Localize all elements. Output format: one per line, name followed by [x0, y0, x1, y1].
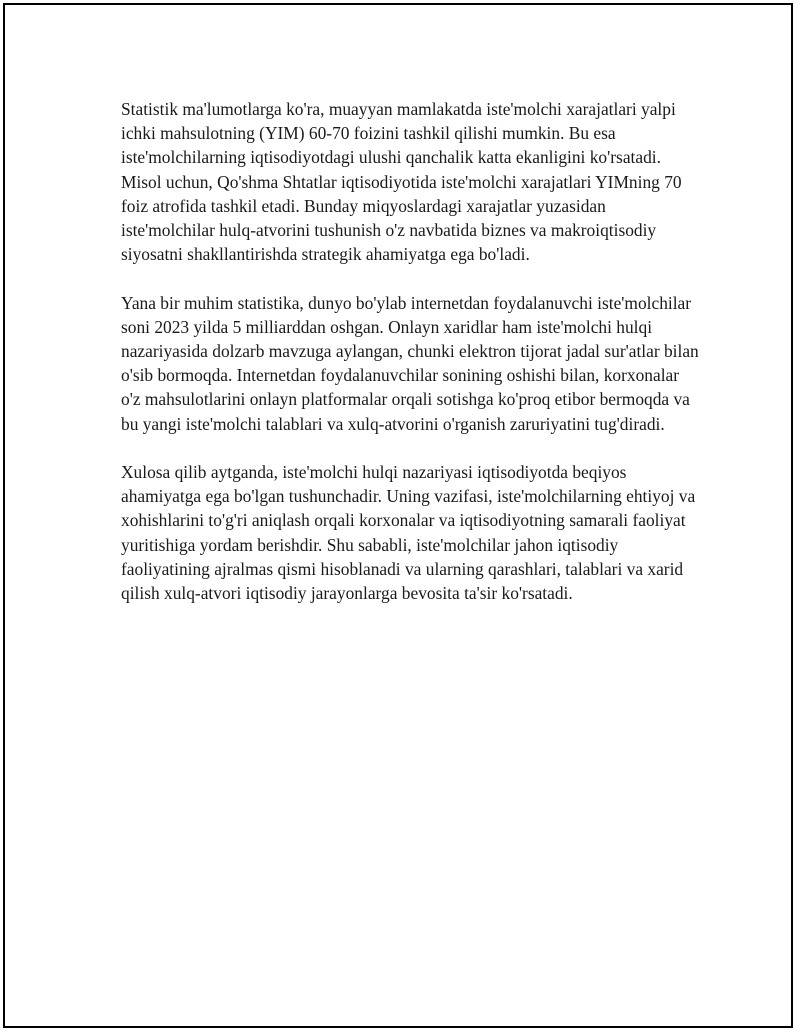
document-page	[3, 3, 793, 1028]
document-body	[121, 97, 701, 605]
paragraph-1: Statistik ma'lumotlarga ko'ra, muayyan mamlakatda iste'molchi xarajatlari yalpi ichki mahsulotning (YIM) 60-70 foizini tashkil qilishi mumkin. Bu esa iste'molchilarning iqtisodiyotdagi ulushi qanchalik katta ekanligini ko'rsatadi. Misol uchun, Qo'shma Shtatlar iqtisodiyotida iste'molchi xarajatlari YIMning 70 foiz atrofida tashkil etadi. Bunday miqyoslardagi xarajatlar yuzasidan iste'molchilar hulq-atvorini tushunish o'z navbatida biznes va makroiqtisodiy siyosatni shakllantirishda strategik ahamiyatga ega bo'ladi.	[121, 99, 682, 265]
paragraph-2: Yana bir muhim statistika, dunyo bo'ylab internetdan foydalanuvchi iste'molchilar soni 2023 yilda 5 milliarddan oshgan. Onlayn xaridlar ham iste'molchi hulqi nazariyasida dolzarb mavzuga aylangan, chunki elektron tijorat jadal sur'atlar bilan o'sib bormoqda. Internetdan foydalanuvchilar sonining oshishi bilan, korxonalar o'z mahsulotlarini onlayn platformalar orqali sotishga ko'proq etibor bermoqda va bu yangi iste'molchi talablari va xulq-atvorini o'rganish zaruriyatini tug'diradi.	[121, 292, 699, 434]
paragraph-3: Xulosa qilib aytganda, iste'molchi hulqi nazariyasi iqtisodiyotda beqiyos ahamiyatga ega bo'lgan tushunchadir. Uning vazifasi, iste'molchilarning ehtiyoj va xohishlarini to'g'ri aniqlash orqali korxonalar va iqtisodiyotning samarali faoliyat yuritishiga yordam berishdir. Shu sababli, iste'molchilar jahon iqtisodiy faoliyatining ajralmas qismi hisoblanadi va ularning qarashlari, talablari va xarid qilish xulq-atvori iqtisodiy jarayonlarga bevosita ta'sir ko'rsatadi.	[121, 462, 696, 604]
